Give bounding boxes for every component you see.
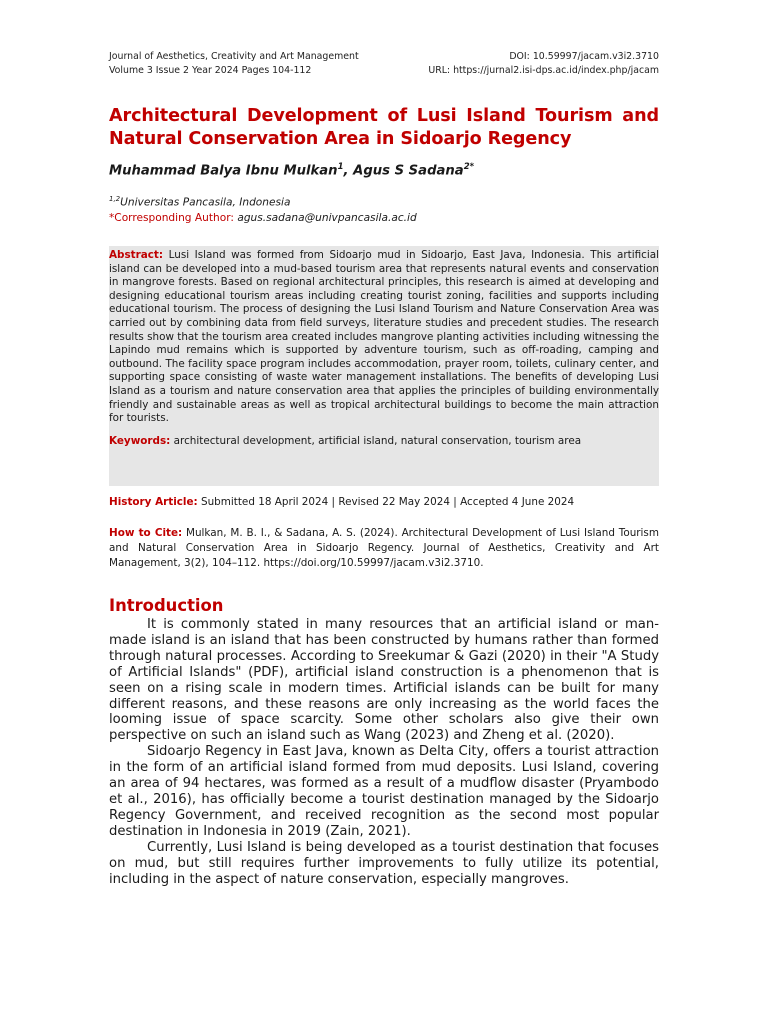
abstract-label: Abstract: [109, 249, 164, 261]
author-list [109, 162, 659, 178]
corresponding-mark: * [109, 211, 115, 224]
paper-title: Architectural Development of Lusi Island Tourism and Natural Conservation Area in Sidoarjo Regency [109, 106, 659, 149]
body-paragraph: It is commonly stated in many resources that an artificial island or man-made island is an island that has been constructed by humans rather than formed through natural processes. According to Sreekumar & Gazi (2020) in their "A Study of Artificial Islands" (PDF), artificial island construction is a phenomenon that is seen on a rising scale in modern times. Artificial islands can be built for many different reasons, and these reasons are only increasing as the world faces the looming issue of space scarcity. Some other scholars also give their own perspective on such an island such as Wang (2023) and Zheng et al. (2020). [109, 617, 659, 744]
cite-text: Mulkan, M. B. I., & Sadana, A. S. (2024). Architectural Development of Lusi Island Tourism and Natural Conservation Area in Sidoarjo Regency. Journal of Aesthetics, Creativity and Art Management, 3(2), 104–112. https://doi.org/10.59997/jacam.v3i2.3710. [109, 527, 659, 570]
history-label: History Article: [109, 496, 198, 508]
affiliation-line [109, 192, 659, 211]
keywords-label: Keywords: [109, 434, 171, 447]
cite-label: How to Cite: [109, 527, 183, 539]
journal-header [109, 50, 659, 78]
abstract-paragraph [109, 249, 659, 426]
keywords-paragraph [109, 435, 659, 449]
affiliation-mark: 1,2 [109, 195, 121, 203]
body-paragraph: Currently, Lusi Island is being developed as a tourist destination that focuses on mud, but still requires further improvements to fully utilize its potential, including in the aspect of nature conservation, especially mangroves. [109, 839, 659, 887]
corresponding-label: Corresponding Author: [114, 211, 234, 224]
article-history [109, 495, 659, 509]
history-text: Submitted 18 April 2024 | Revised 22 May 2024 | Accepted 4 June 2024 [201, 496, 575, 508]
keywords-text: architectural development, artificial island, natural conservation, tourism area [173, 434, 582, 447]
abstract-text: Lusi Island was formed from Sidoarjo mud in Sidoarjo, East Java, Indonesia. This artificial island can be developed into a mud-based tourism area that represents natural events and conservation in mangrove forests. Based on regional architectural principles, this research is aimed at developing and designing educational tourism areas including creating tourist zoning, facilities and supports including educational tourism. The process of designing the Lusi Island Tourism and Nature Conservation Area was carried out by combining data from field surveys, literature studies and precedent studies. The research results show that the tourism area created includes mangrove planting activities including witnessing the Lapindo mud remains which is supported by adventure tourism, such as off-roading, camping and outbound. The facility space program includes accommodation, prayer room, toilets, culinary center, and supporting space consisting of waste water management installations. The benefits of developing Lusi Island as a tourism and nature conservation area that applies the principles of building environmentally friendly and sustainable areas as well as tropical architectural buildings to become the main attraction for tourists. [109, 249, 660, 425]
corresponding-author-line [109, 211, 659, 226]
volume-info: Volume 3 Issue 2 Year 2024 Pages 104-112 [109, 65, 312, 76]
author-affiliation-mark: 1 [337, 162, 344, 172]
author-separator: , [343, 163, 354, 179]
affiliation-block [109, 192, 659, 226]
author-name: Agus S Sadana [353, 163, 464, 179]
introduction-body [109, 617, 659, 887]
body-paragraph: Sidoarjo Regency in East Java, known as Delta City, offers a tourist attraction in the form of an artificial island formed from mud deposits. Lusi Island, covering an area of 94 hectares, was formed as a result of a mudflow disaster (Pryambodo et al., 2016), has officially become a tourist destination managed by the Sidoarjo Regency Government, and received recognition as the second most popular destination in Indonesia in 2019 (Zain, 2021). [109, 744, 659, 839]
author-affiliation-mark: 2* [463, 162, 475, 172]
journal-name: Journal of Aesthetics, Creativity and Art Management [109, 51, 359, 62]
section-heading-introduction: Introduction [109, 596, 224, 615]
doi-text[interactable]: DOI: 10.59997/jacam.v3i2.3710 [509, 51, 659, 62]
corresponding-email[interactable]: agus.sadana@univpancasila.ac.id [237, 211, 417, 224]
affiliation-text: Universitas Pancasila, Indonesia [120, 196, 291, 209]
citation-block [109, 526, 659, 572]
abstract-box [109, 246, 659, 486]
journal-url[interactable]: URL: https://jurnal2.isi-dps.ac.id/index.php/jacam [428, 65, 659, 76]
author-name: Muhammad Balya Ibnu Mulkan [109, 163, 338, 179]
